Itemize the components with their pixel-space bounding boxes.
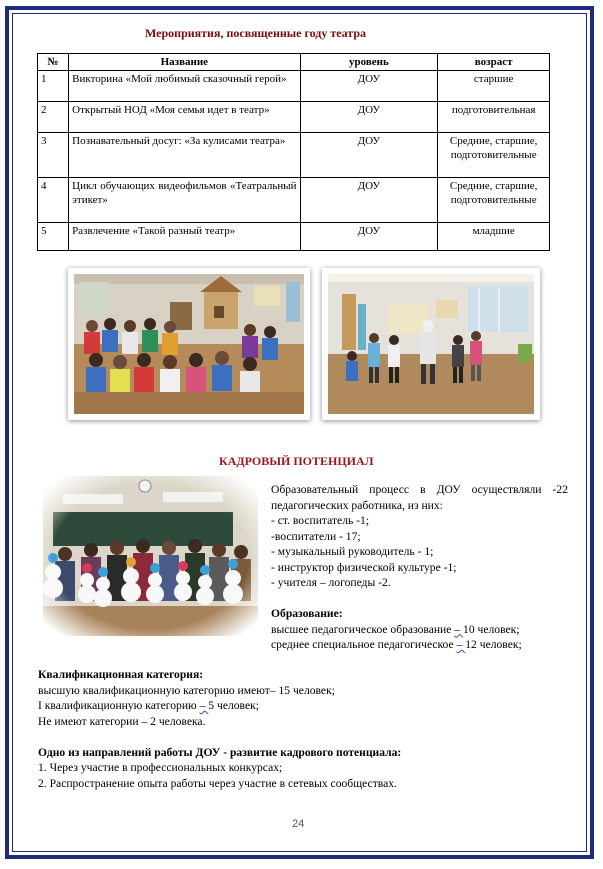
education-secondary-label: среднее специальное педагогическое <box>271 638 457 651</box>
qualification-highest: высшую квалификационную категорию имеют– 15 человек; <box>38 683 335 697</box>
education-higher-label: высшее педагогическое образование <box>271 622 455 636</box>
table-row <box>38 71 550 102</box>
spellcheck-mark: – <box>199 699 209 712</box>
header-num: № <box>38 54 69 71</box>
staff-intro: Образовательный процесс в ДОУ осуществляли -22 педагогических работника, из них: <box>271 483 568 512</box>
position-item: - ст. воспитатель -1; <box>271 514 370 527</box>
position-item: - учителя – логопеды -2. <box>271 576 391 589</box>
directions-heading: Одно из направлений работы ДОУ - развитие кадрового потенциала: <box>38 745 402 759</box>
row-name: Открытый НОД «Моя семья идет в театр» <box>69 102 300 133</box>
row-age: Средние, старшие, подготовительные <box>438 178 550 223</box>
row-num: 2 <box>38 102 69 133</box>
qualification-first <box>38 698 558 714</box>
position-item: -воспитатели - 17; <box>271 529 361 543</box>
table-header-row <box>38 54 550 71</box>
row-level: ДОУ <box>300 133 438 178</box>
qualification-first-count: 5 человек; <box>208 699 259 712</box>
row-level: ДОУ <box>300 102 438 133</box>
children-hall-picture <box>328 274 534 414</box>
header-age: возраст <box>438 54 550 71</box>
position-item: - инструктор физической культуре -1; <box>271 560 457 574</box>
page-number: 24 <box>292 818 305 830</box>
photo-staff-group <box>43 476 258 636</box>
staff-details <box>271 482 568 653</box>
education-higher <box>271 622 568 638</box>
table-row <box>38 178 550 223</box>
education-secondary <box>271 637 568 653</box>
row-num: 4 <box>38 178 69 223</box>
education-secondary-count: 12 человек; <box>465 638 522 651</box>
row-num: 3 <box>38 133 69 178</box>
row-name: Цикл обучающих видеофильмов «Театральный этикет» <box>69 178 300 223</box>
spellcheck-mark: – <box>456 638 466 651</box>
education-heading: Образование: <box>271 607 343 620</box>
events-table-title: Мероприятия, посвященные году театра <box>145 26 366 40</box>
row-num: 5 <box>38 223 69 251</box>
row-age: младшие <box>438 223 550 251</box>
row-age: старшие <box>438 71 550 102</box>
photo-children-hall <box>322 268 540 420</box>
staff-section-title: КАДРОВЫЙ ПОТЕНЦИАЛ <box>219 454 374 468</box>
qualification-section <box>38 667 558 791</box>
direction-item: 1. Через участие в профессиональных конкурсах; <box>38 761 283 774</box>
row-name: Развлечение «Такой разный театр» <box>69 223 300 251</box>
children-classroom-picture <box>74 274 304 414</box>
table-row <box>38 133 550 178</box>
row-level: ДОУ <box>300 223 438 251</box>
events-table <box>37 53 550 251</box>
staff-group-picture <box>43 476 258 636</box>
header-level: уровень <box>300 54 438 71</box>
table-row <box>38 102 550 133</box>
row-name: Познавательный досуг: «За кулисами театра» <box>69 133 300 178</box>
qualification-heading: Квалификационная категория: <box>38 668 204 681</box>
row-age: подготовительная <box>438 102 550 133</box>
row-age: Средние, старшие, подготовительные <box>438 133 550 178</box>
row-level: ДОУ <box>300 71 438 102</box>
direction-item: 2. Распространение опыта работы через участие в сетевых сообществах. <box>38 776 397 790</box>
row-level: ДОУ <box>300 178 438 223</box>
row-num: 1 <box>38 71 69 102</box>
qualification-first-label: I квалификационную категорию <box>38 699 200 712</box>
education-higher-count: 10 человек; <box>463 622 520 636</box>
table-row <box>38 223 550 251</box>
position-item: - музыкальный руководитель - 1; <box>271 545 434 558</box>
row-name: Викторина «Мой любимый сказочный герой» <box>69 71 300 102</box>
photo-children-classroom <box>68 268 310 420</box>
spellcheck-mark: – <box>454 622 464 636</box>
header-name: Название <box>69 54 300 71</box>
qualification-none: Не имеют категории – 2 человека. <box>38 714 206 728</box>
